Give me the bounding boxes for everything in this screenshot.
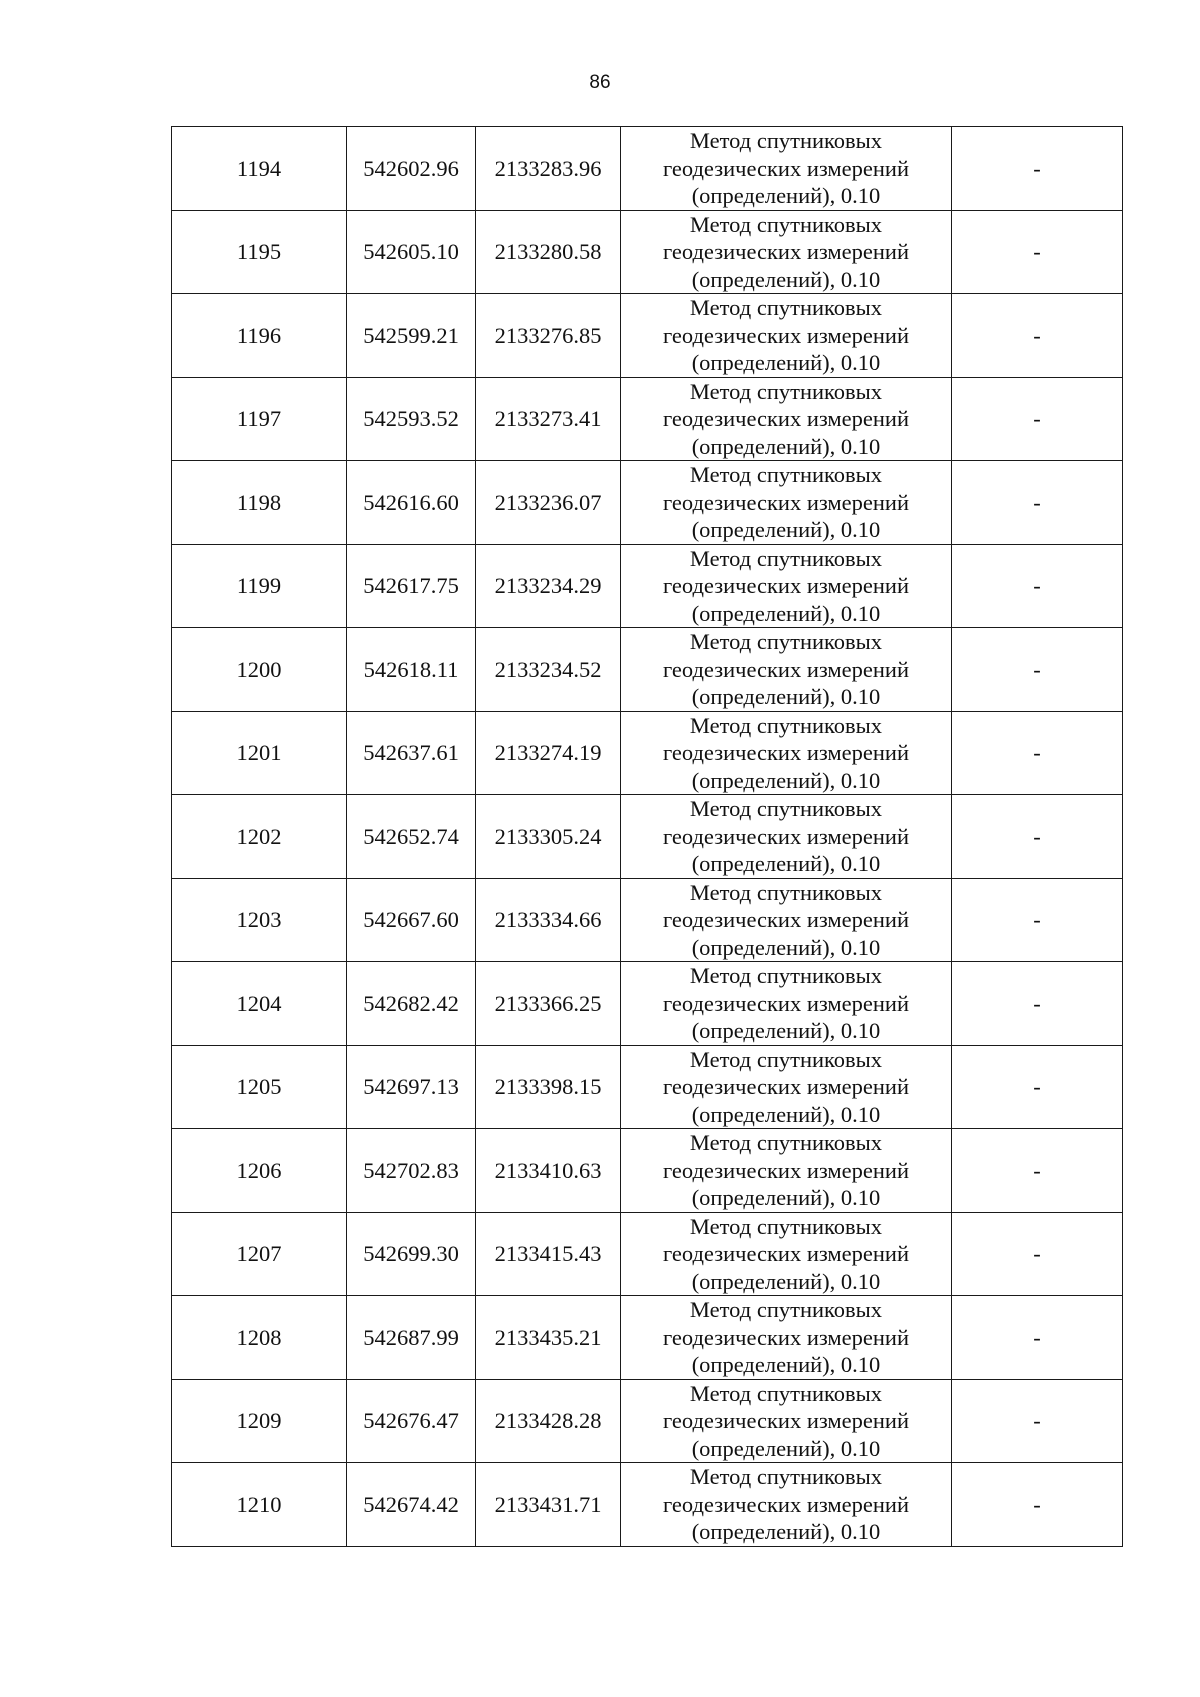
method-line: Метод спутниковых <box>689 712 883 738</box>
method-line: (определений), 0.10 <box>691 934 881 960</box>
table-row <box>172 377 1123 461</box>
method-line: геодезических измерений <box>662 656 910 682</box>
method-cell <box>621 628 952 712</box>
method-line: Метод спутниковых <box>689 796 883 821</box>
x-coordinate-cell: 542593.52 <box>347 377 476 461</box>
y-coordinate-cell: 2133435.21 <box>476 1296 621 1380</box>
point-number-cell: 1207 <box>172 1212 347 1296</box>
table-row <box>172 1212 1123 1296</box>
note-cell: - <box>952 878 1123 962</box>
method-line: Метод спутниковых <box>689 378 883 404</box>
method-line: (определений), 0.10 <box>691 350 881 375</box>
x-coordinate-cell: 542605.10 <box>347 210 476 294</box>
x-coordinate-cell: 542682.42 <box>347 962 476 1046</box>
note-cell: - <box>952 795 1123 879</box>
method-line: геодезических измерений <box>662 823 910 849</box>
note-cell: - <box>952 1045 1123 1129</box>
x-coordinate-cell: 542618.11 <box>347 628 476 712</box>
y-coordinate-cell: 2133274.19 <box>476 711 621 795</box>
y-coordinate-cell: 2133398.15 <box>476 1045 621 1129</box>
method-line: (определений), 0.10 <box>691 266 881 292</box>
method-line: (определений), 0.10 <box>691 1185 881 1210</box>
point-number-cell: 1205 <box>172 1045 347 1129</box>
note-cell: - <box>952 127 1123 211</box>
point-number-cell: 1194 <box>172 127 347 211</box>
table-row <box>172 1463 1123 1547</box>
table-row <box>172 795 1123 879</box>
y-coordinate-cell: 2133234.29 <box>476 544 621 628</box>
method-line: геодезических измерений <box>662 1491 910 1517</box>
method-cell <box>621 294 952 378</box>
y-coordinate-cell: 2133334.66 <box>476 878 621 962</box>
table-row <box>172 544 1123 628</box>
note-cell: - <box>952 962 1123 1046</box>
note-cell: - <box>952 1296 1123 1380</box>
point-number-cell: 1204 <box>172 962 347 1046</box>
y-coordinate-cell: 2133431.71 <box>476 1463 621 1547</box>
point-number-cell: 1197 <box>172 377 347 461</box>
x-coordinate-cell: 542676.47 <box>347 1379 476 1463</box>
method-line: (определений), 0.10 <box>691 1519 881 1544</box>
method-cell <box>621 127 952 211</box>
x-coordinate-cell: 542687.99 <box>347 1296 476 1380</box>
method-line: (определений), 0.10 <box>691 1018 881 1043</box>
method-cell <box>621 962 952 1046</box>
x-coordinate-cell: 542637.61 <box>347 711 476 795</box>
x-coordinate-cell: 542602.96 <box>347 127 476 211</box>
y-coordinate-cell: 2133280.58 <box>476 210 621 294</box>
note-cell: - <box>952 210 1123 294</box>
table-row <box>172 294 1123 378</box>
note-cell: - <box>952 461 1123 545</box>
table-row <box>172 1129 1123 1213</box>
method-line: (определений), 0.10 <box>691 517 881 542</box>
method-line: геодезических измерений <box>662 239 910 264</box>
method-line: геодезических измерений <box>662 322 910 348</box>
method-cell <box>621 1045 952 1129</box>
method-line: геодезических измерений <box>662 406 910 431</box>
method-line: Метод спутниковых <box>689 1046 883 1072</box>
y-coordinate-cell: 2133366.25 <box>476 962 621 1046</box>
y-coordinate-cell: 2133305.24 <box>476 795 621 879</box>
method-line: Метод спутниковых <box>689 462 883 487</box>
x-coordinate-cell: 542699.30 <box>347 1212 476 1296</box>
table-row <box>172 962 1123 1046</box>
method-line: Метод спутниковых <box>689 1464 883 1489</box>
table-row <box>172 711 1123 795</box>
method-line: Метод спутниковых <box>689 1297 883 1322</box>
method-cell <box>621 544 952 628</box>
table-row <box>172 628 1123 712</box>
y-coordinate-cell: 2133410.63 <box>476 1129 621 1213</box>
x-coordinate-cell: 542617.75 <box>347 544 476 628</box>
x-coordinate-cell: 542616.60 <box>347 461 476 545</box>
note-cell: - <box>952 1463 1123 1547</box>
method-line: Метод спутниковых <box>689 629 883 654</box>
method-cell <box>621 1379 952 1463</box>
point-number-cell: 1206 <box>172 1129 347 1213</box>
y-coordinate-cell: 2133273.41 <box>476 377 621 461</box>
method-cell <box>621 711 952 795</box>
point-number-cell: 1201 <box>172 711 347 795</box>
method-line: геодезических измерений <box>662 1408 910 1433</box>
method-line: (определений), 0.10 <box>691 183 881 208</box>
point-number-cell: 1198 <box>172 461 347 545</box>
table-row <box>172 127 1123 211</box>
note-cell: - <box>952 1129 1123 1213</box>
method-cell <box>621 377 952 461</box>
method-line: геодезических измерений <box>662 573 910 598</box>
note-cell: - <box>952 711 1123 795</box>
table-row <box>172 461 1123 545</box>
x-coordinate-cell: 542599.21 <box>347 294 476 378</box>
y-coordinate-cell: 2133415.43 <box>476 1212 621 1296</box>
table-row <box>172 878 1123 962</box>
method-line: геодезических измерений <box>662 1157 910 1183</box>
method-line: (определений), 0.10 <box>691 600 881 626</box>
method-line: Метод спутниковых <box>689 1380 883 1406</box>
y-coordinate-cell: 2133236.07 <box>476 461 621 545</box>
method-line: геодезических измерений <box>662 489 910 515</box>
method-line: (определений), 0.10 <box>691 1352 881 1377</box>
y-coordinate-cell: 2133276.85 <box>476 294 621 378</box>
note-cell: - <box>952 1379 1123 1463</box>
method-line: геодезических измерений <box>662 1241 910 1266</box>
point-number-cell: 1203 <box>172 878 347 962</box>
note-cell: - <box>952 294 1123 378</box>
note-cell: - <box>952 1212 1123 1296</box>
method-line: Метод спутниковых <box>689 295 883 320</box>
method-line: (определений), 0.10 <box>691 851 881 876</box>
method-cell <box>621 1296 952 1380</box>
method-line: геодезических измерений <box>662 155 910 181</box>
method-line: Метод спутниковых <box>689 879 883 905</box>
method-cell <box>621 1463 952 1547</box>
point-number-cell: 1199 <box>172 544 347 628</box>
table-row <box>172 1045 1123 1129</box>
method-cell <box>621 878 952 962</box>
method-cell <box>621 1129 952 1213</box>
method-line: Метод спутниковых <box>689 1130 883 1155</box>
point-number-cell: 1202 <box>172 795 347 879</box>
method-line: (определений), 0.10 <box>691 433 881 459</box>
method-line: (определений), 0.10 <box>691 684 881 709</box>
method-cell <box>621 1212 952 1296</box>
method-cell <box>621 210 952 294</box>
method-line: (определений), 0.10 <box>691 1101 881 1127</box>
x-coordinate-cell: 542667.60 <box>347 878 476 962</box>
method-line: (определений), 0.10 <box>691 767 881 793</box>
method-line: Метод спутниковых <box>689 211 883 237</box>
method-line: геодезических измерений <box>662 740 910 765</box>
method-line: геодезических измерений <box>662 1324 910 1350</box>
y-coordinate-cell: 2133428.28 <box>476 1379 621 1463</box>
method-line: Метод спутниковых <box>689 545 883 571</box>
method-line: геодезических измерений <box>662 907 910 932</box>
method-line: геодезических измерений <box>662 1074 910 1099</box>
coordinates-table <box>171 126 1123 1547</box>
coordinates-table-body <box>172 127 1123 1547</box>
point-number-cell: 1195 <box>172 210 347 294</box>
note-cell: - <box>952 544 1123 628</box>
method-line: Метод спутниковых <box>689 128 883 153</box>
table-row <box>172 210 1123 294</box>
point-number-cell: 1196 <box>172 294 347 378</box>
point-number-cell: 1210 <box>172 1463 347 1547</box>
y-coordinate-cell: 2133234.52 <box>476 628 621 712</box>
method-line: геодезических измерений <box>662 990 910 1016</box>
note-cell: - <box>952 628 1123 712</box>
point-number-cell: 1209 <box>172 1379 347 1463</box>
method-line: Метод спутниковых <box>689 963 883 988</box>
point-number-cell: 1208 <box>172 1296 347 1380</box>
point-number-cell: 1200 <box>172 628 347 712</box>
x-coordinate-cell: 542697.13 <box>347 1045 476 1129</box>
y-coordinate-cell: 2133283.96 <box>476 127 621 211</box>
table-row <box>172 1296 1123 1380</box>
table-row <box>172 1379 1123 1463</box>
method-line: (определений), 0.10 <box>691 1268 881 1294</box>
method-line: (определений), 0.10 <box>691 1435 881 1461</box>
x-coordinate-cell: 542674.42 <box>347 1463 476 1547</box>
method-cell <box>621 461 952 545</box>
page-number: 86 <box>589 72 611 93</box>
x-coordinate-cell: 542702.83 <box>347 1129 476 1213</box>
note-cell: - <box>952 377 1123 461</box>
method-line: Метод спутниковых <box>689 1213 883 1239</box>
x-coordinate-cell: 542652.74 <box>347 795 476 879</box>
method-cell <box>621 795 952 879</box>
